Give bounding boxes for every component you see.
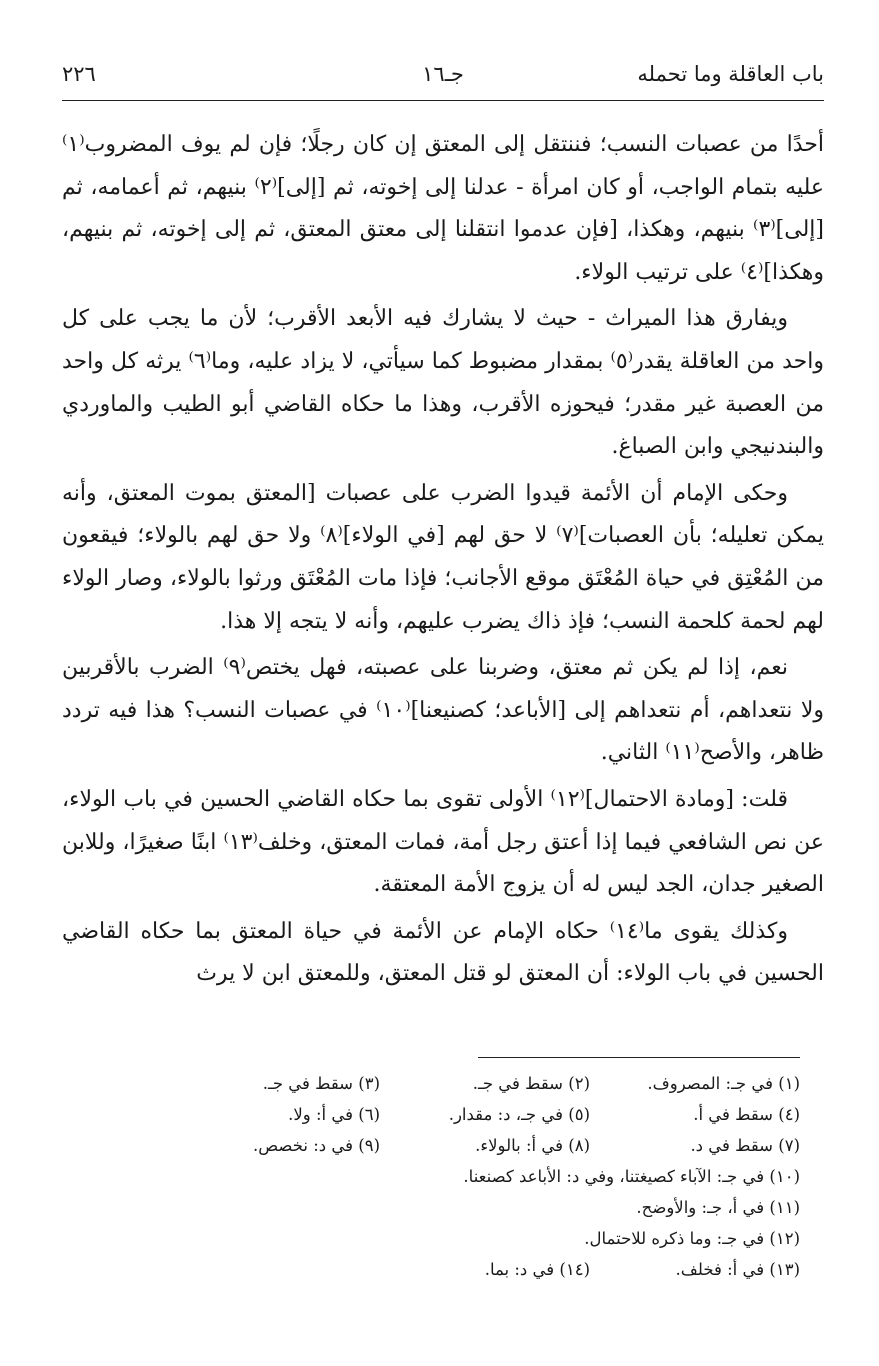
footnote-row: [150, 1223, 800, 1254]
footnote-row: [150, 1161, 800, 1192]
footnote-row: [150, 1254, 800, 1285]
header-divider: [62, 100, 824, 101]
footnote-row: [150, 1099, 800, 1130]
footnote: (٢) سقط في جـ.: [472, 1074, 590, 1093]
footnotes: [150, 1068, 800, 1285]
footnote: (٧) سقط في د.: [690, 1136, 800, 1155]
footnote: (٥) في جـ، د: مقدار.: [448, 1105, 590, 1124]
footnote: (١٤) في د: بما.: [484, 1260, 590, 1279]
page-number: ٢٢٦: [62, 62, 96, 86]
footnote: (١١) في أ، جـ: والأوضح.: [636, 1198, 800, 1217]
footnote: (٨) في أ: بالولاء.: [475, 1136, 590, 1155]
footnote-row: [150, 1130, 800, 1161]
paragraph: نعم، إذا لم يكن ثم معتق، وضربنا على عصبته، فهل يختص⁽٩⁾ الضرب بالأقربين ولا نتعداهم، أم نتعداهم إلى [الأباعد؛ كصنيعنا]⁽١٠⁾ في عصبات النسب؟ هذا فيه تردد ظاهر، والأصح⁽١١⁾ الثاني.: [62, 655, 824, 766]
footnote-divider: [478, 1057, 800, 1058]
footnote: (٦) في أ: ولا.: [288, 1105, 380, 1124]
footnote: (١) في جـ: المصروف.: [647, 1074, 800, 1093]
footnote-row: [150, 1192, 800, 1223]
footnote: (٤) سقط في أ.: [693, 1105, 800, 1124]
footnote: (١٣) في أ: فخلف.: [675, 1260, 800, 1279]
footnote: (١٠) في جـ: الآباء كصيغتنا، وفي د: الأباعد كصنعنا.: [463, 1167, 800, 1186]
footnote-row: [150, 1068, 800, 1099]
chapter-title: باب العاقلة وما تحمله: [637, 62, 824, 86]
paragraph: ويفارق هذا الميراث - حيث لا يشارك فيه الأبعد الأقرب؛ لأن ما يجب على كل واحد من العاقلة يقدر⁽٥⁾ بمقدار مضبوط كما سيأتي، لا يزاد عليه، وما⁽٦⁾ يرثه كل واحد من العصبة غير مقدر؛ فيحوزه الأقرب، وهذا ما حكاه القاضي أبو الطيب والماوردي والبندنيجي وابن الصباغ.: [62, 306, 824, 460]
footnote: (٩) في د: نخصص.: [252, 1136, 380, 1155]
paragraph: أحدًا من عصبات النسب؛ فننتقل إلى المعتق إن كان رجلًا؛ فإن لم يوف المضروب⁽١⁾ عليه بتمام الواجب، أو كان امرأة - عدلنا إلى إخوته، ثم [إلى]⁽٢⁾ بنيهم، ثم أعمامه، ثم [إلى]⁽٣⁾ بنيهم، وهكذا، [فإن عدموا انتقلنا إلى معتق المعتق، ثم إلى إخوته، ثم بنيهم، وهكذا]⁽٤⁾ على ترتيب الولاء.: [62, 132, 824, 285]
main-text: [62, 124, 824, 1000]
footnote: (٣) سقط في جـ.: [262, 1074, 380, 1093]
volume-label: جـ١٦: [422, 62, 464, 86]
page-header: [62, 58, 824, 98]
paragraph: وكذلك يقوى ما⁽١٤⁾ حكاه الإمام عن الأئمة في حياة المعتق بما حكاه القاضي الحسين في باب الولاء: أن المعتق لو قتل المعتق، وللمعتق ابن لا يرث: [62, 918, 824, 987]
paragraph: قلت: [ومادة الاحتمال]⁽١٢⁾ الأولى تقوى بما حكاه القاضي الحسين في باب الولاء، عن نص الشافعي فيما إذا أعتق رجل أمة، فمات المعتق، وخلف⁽١٣⁾ ابنًا صغيرًا، وللابن الصغير جدان، الجد ليس له أن يزوج الأمة المعتقة.: [62, 786, 824, 898]
footnote: (١٢) في جـ: وما ذكره للاحتمال.: [584, 1229, 800, 1248]
paragraph: وحكى الإمام أن الأئمة قيدوا الضرب على عصبات [المعتق بموت المعتق، وأنه يمكن تعليله؛ بأن العصبات]⁽٧⁾ لا حق لهم [في الولاء]⁽٨⁾ ولا حق لهم بالولاء؛ فيقعون من المُعْتِق في حياة المُعْتَق موقع الأجانب؛ فإذا مات المُعْتَق ورثوا بالولاء، وصار الولاء لهم لحمة كلحمة النسب؛ فإذ ذاك يضرب عليهم، وأنه لا يتجه إلا هذا.: [62, 480, 825, 634]
